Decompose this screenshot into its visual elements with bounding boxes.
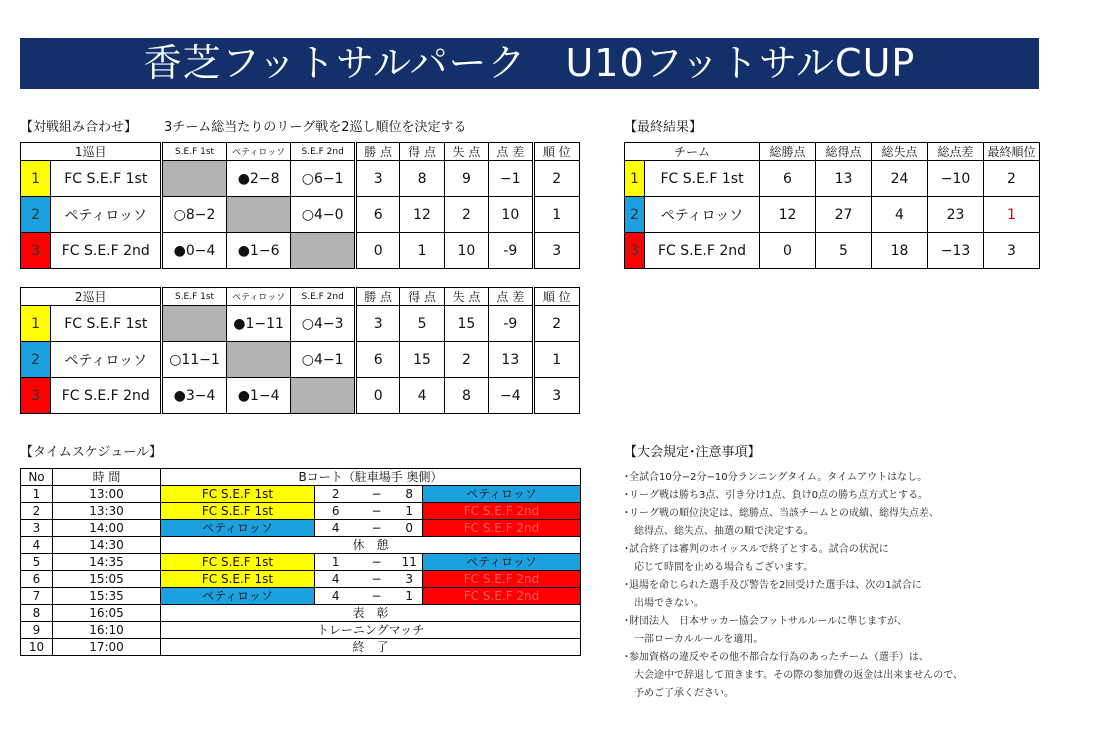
goals-for: 4 — [400, 378, 444, 414]
team-number: 3 — [21, 233, 51, 269]
table-row — [21, 605, 581, 622]
match-no: 7 — [21, 588, 53, 605]
match-result: ●1−11 — [226, 306, 291, 342]
total-goals-against: 18 — [872, 233, 928, 269]
match-time: 13:30 — [53, 503, 161, 520]
page-title: 香芝フットサルパーク U10フットサルCUP — [143, 41, 916, 85]
away-score: 1 — [397, 503, 423, 520]
goals-for: 5 — [400, 306, 444, 342]
rank: 1 — [533, 197, 579, 233]
goals-against: 9 — [444, 161, 488, 197]
team-name: ペティロッソ — [51, 197, 162, 233]
match-time: 16:10 — [53, 622, 161, 639]
home-score: 4 — [315, 520, 357, 537]
team-number: 3 — [625, 233, 645, 269]
round1-label: 1巡目 — [21, 143, 162, 161]
away-team: FC S.E.F 2nd — [423, 520, 581, 537]
schedule-event: 終 了 — [161, 639, 581, 656]
col-header-final-rank: 最終順位 — [984, 143, 1040, 161]
rule-line: ･試合終了は審判のホイッスルで終了とする。試合の状況に — [624, 544, 889, 555]
goals-against: 10 — [444, 233, 488, 269]
col-header-goals-for: 得 点 — [400, 143, 444, 161]
match-time: 15:05 — [53, 571, 161, 588]
goals-for: 1 — [400, 233, 444, 269]
col-header-goal-diff: 点 差 — [489, 143, 533, 161]
col-header-total-points: 総勝点 — [760, 143, 816, 161]
goal-diff: −1 — [489, 161, 533, 197]
col-header-total-goals-against: 総失点 — [872, 143, 928, 161]
goal-diff: −4 — [489, 378, 533, 414]
goals-against: 2 — [444, 197, 488, 233]
match-result: ○8−2 — [162, 197, 227, 233]
self-match-cell — [291, 233, 356, 269]
home-team: FC S.E.F 1st — [161, 571, 315, 588]
self-match-cell — [162, 161, 227, 197]
final-rank: 3 — [984, 233, 1040, 269]
col-header-sef1: S.E.F 1st — [162, 288, 227, 306]
table-row — [21, 486, 581, 503]
goal-diff: -9 — [489, 233, 533, 269]
rule-line: 一部ローカルルールを適用。 — [624, 634, 764, 645]
goals-against: 2 — [444, 342, 488, 378]
goals-for: 12 — [400, 197, 444, 233]
goals-against: 15 — [444, 306, 488, 342]
col-header-sef1: S.E.F 1st — [162, 143, 227, 161]
away-team: FC S.E.F 2nd — [423, 503, 581, 520]
team-number: 1 — [21, 306, 51, 342]
match-no: 9 — [21, 622, 53, 639]
home-score: 4 — [315, 571, 357, 588]
col-header-total-goal-diff: 総点差 — [928, 143, 984, 161]
table-row — [21, 639, 581, 656]
self-match-cell — [291, 378, 356, 414]
matchup-label: 【対戦組み合わせ】 — [20, 120, 138, 135]
table-row — [21, 233, 580, 269]
points: 3 — [355, 306, 399, 342]
col-header-rank: 順 位 — [533, 288, 579, 306]
table-row — [625, 161, 1040, 197]
score-dash: − — [357, 588, 397, 605]
team-number: 3 — [21, 378, 51, 414]
team-number: 2 — [625, 197, 645, 233]
match-result: ○4−1 — [291, 342, 356, 378]
table-row — [21, 378, 580, 414]
goal-diff: 13 — [489, 342, 533, 378]
rule-line: 大会途中で辞退して頂きます。その際の参加費の返金は出来ませんので、 — [624, 670, 963, 681]
away-score: 3 — [397, 571, 423, 588]
total-goal-diff: −13 — [928, 233, 984, 269]
score-dash: − — [357, 486, 397, 503]
team-name: FC S.E.F 1st — [51, 306, 162, 342]
rule-line: ･参加資格の違反やその他不都合な行為のあったチーム（選手）は、 — [624, 652, 929, 663]
table-row — [21, 161, 580, 197]
team-name: FC S.E.F 1st — [51, 161, 162, 197]
match-result: ●1−4 — [226, 378, 291, 414]
score-dash: − — [357, 520, 397, 537]
rules-label: 【大会規定･注意事項】 — [624, 445, 761, 460]
points: 0 — [355, 378, 399, 414]
points: 3 — [355, 161, 399, 197]
col-header-points: 勝 点 — [355, 288, 399, 306]
points: 0 — [355, 233, 399, 269]
home-team: ペティロッソ — [161, 588, 315, 605]
final-rank: 2 — [984, 161, 1040, 197]
away-score: 11 — [397, 554, 423, 571]
home-score: 2 — [315, 486, 357, 503]
home-score: 1 — [315, 554, 357, 571]
rank: 3 — [533, 378, 579, 414]
away-score: 0 — [397, 520, 423, 537]
col-header-time: 時 間 — [53, 469, 161, 486]
round2-table — [20, 287, 580, 414]
table-row — [21, 503, 581, 520]
total-goal-diff: 23 — [928, 197, 984, 233]
match-result: ○4−3 — [291, 306, 356, 342]
match-no: 5 — [21, 554, 53, 571]
col-header-court: Bコート（駐車場手 奥側） — [161, 469, 581, 486]
table-row — [21, 554, 581, 571]
team-name: ペティロッソ — [645, 197, 760, 233]
col-header-rank: 順 位 — [533, 143, 579, 161]
score-dash: − — [357, 503, 397, 520]
table-row — [21, 622, 581, 639]
match-no: 2 — [21, 503, 53, 520]
rule-line: ･リーグ戦は勝ち3点、引き分け1点、負け0点の勝ち点方式とする。 — [624, 490, 929, 501]
total-goals-against: 4 — [872, 197, 928, 233]
table-row — [21, 197, 580, 233]
table-row — [625, 197, 1040, 233]
schedule-header-row — [21, 469, 581, 486]
table-row — [21, 571, 581, 588]
col-header-petirosso: ペティロッソ — [226, 143, 291, 161]
schedule-event: トレーニングマッチ — [161, 622, 581, 639]
rule-line: ･リーグ戦の順位決定は、総勝点、当該チームとの成績、総得失点差、 — [624, 508, 939, 519]
rule-line: ･退場を命じられた選手及び警告を2回受けた選手は、次の1試合に — [624, 580, 922, 591]
rank: 3 — [533, 233, 579, 269]
match-result: ○11−1 — [162, 342, 227, 378]
team-name: ペティロッソ — [51, 342, 162, 378]
away-team: ペティロッソ — [423, 486, 581, 503]
rule-line: 出場できない。 — [624, 598, 704, 609]
match-no: 6 — [21, 571, 53, 588]
self-match-cell — [226, 197, 291, 233]
team-number: 1 — [21, 161, 51, 197]
match-result: ●1−6 — [226, 233, 291, 269]
goal-diff: 10 — [489, 197, 533, 233]
team-number: 2 — [21, 342, 51, 378]
col-header-goals-against: 失 点 — [444, 288, 488, 306]
rule-line: 応じて時間を止める場合もございます。 — [624, 562, 814, 573]
match-result: ○4−0 — [291, 197, 356, 233]
match-no: 10 — [21, 639, 53, 656]
total-goals-for: 27 — [816, 197, 872, 233]
col-header-sef2: S.E.F 2nd — [291, 288, 356, 306]
col-header-goal-diff: 点 差 — [489, 288, 533, 306]
home-score: 6 — [315, 503, 357, 520]
match-no: 1 — [21, 486, 53, 503]
goals-against: 8 — [444, 378, 488, 414]
final-header-row — [625, 143, 1040, 161]
col-header-points: 勝 点 — [355, 143, 399, 161]
match-time: 17:00 — [53, 639, 161, 656]
away-team: ペティロッソ — [423, 554, 581, 571]
match-no: 4 — [21, 537, 53, 554]
home-team: ペティロッソ — [161, 520, 315, 537]
match-time: 13:00 — [53, 486, 161, 503]
col-header-no: No — [21, 469, 53, 486]
match-result: ●0−4 — [162, 233, 227, 269]
round2-label: 2巡目 — [21, 288, 162, 306]
match-result: ●3−4 — [162, 378, 227, 414]
schedule-event: 表 彰 — [161, 605, 581, 622]
rules-list — [624, 469, 1064, 703]
table-row — [21, 342, 580, 378]
schedule-table — [20, 468, 581, 656]
goals-for: 15 — [400, 342, 444, 378]
match-result: ○6−1 — [291, 161, 356, 197]
final-results-table — [624, 142, 1040, 269]
away-team: FC S.E.F 2nd — [423, 571, 581, 588]
match-no: 3 — [21, 520, 53, 537]
match-time: 16:05 — [53, 605, 161, 622]
table-row — [21, 588, 581, 605]
total-points: 6 — [760, 161, 816, 197]
team-number: 2 — [21, 197, 51, 233]
match-no: 8 — [21, 605, 53, 622]
home-team: FC S.E.F 1st — [161, 503, 315, 520]
rank: 1 — [533, 342, 579, 378]
team-name: FC S.E.F 2nd — [645, 233, 760, 269]
round2-header-row — [21, 288, 580, 306]
rank: 2 — [533, 306, 579, 342]
self-match-cell — [226, 342, 291, 378]
team-name: FC S.E.F 2nd — [51, 378, 162, 414]
schedule-label: 【タイムスケジュール】 — [20, 445, 162, 460]
team-number: 1 — [625, 161, 645, 197]
goal-diff: -9 — [489, 306, 533, 342]
points: 6 — [355, 197, 399, 233]
rank: 2 — [533, 161, 579, 197]
page-title-banner — [20, 38, 1039, 89]
home-score: 4 — [315, 588, 357, 605]
table-row — [625, 233, 1040, 269]
col-header-goals-against: 失 点 — [444, 143, 488, 161]
table-row — [21, 537, 581, 554]
team-name: FC S.E.F 2nd — [51, 233, 162, 269]
rule-line: ･財団法人 日本サッカー協会フットサルルールに準じますが、 — [624, 616, 908, 627]
away-team: FC S.E.F 2nd — [423, 588, 581, 605]
total-points: 12 — [760, 197, 816, 233]
col-header-petirosso: ペティロッソ — [226, 288, 291, 306]
match-time: 14:35 — [53, 554, 161, 571]
final-rank: 1 — [984, 197, 1040, 233]
total-goals-for: 13 — [816, 161, 872, 197]
team-name: FC S.E.F 1st — [645, 161, 760, 197]
score-dash: − — [357, 554, 397, 571]
rule-line: 総得点、総失点、抽選の順で決定する。 — [624, 526, 814, 537]
col-header-total-goals-for: 総得点 — [816, 143, 872, 161]
score-dash: − — [357, 571, 397, 588]
col-header-goals-for: 得 点 — [400, 288, 444, 306]
away-score: 1 — [397, 588, 423, 605]
total-goals-for: 5 — [816, 233, 872, 269]
total-points: 0 — [760, 233, 816, 269]
total-goals-against: 24 — [872, 161, 928, 197]
rule-line: ･全試合10分−2分−10分ランニングタイム。タイムアウトはなし。 — [624, 472, 928, 483]
rule-line: 予めご了承ください。 — [624, 688, 734, 699]
matchup-description: 3チーム総当たりのリーグ戦を2巡し順位を決定する — [164, 120, 467, 135]
total-goal-diff: −10 — [928, 161, 984, 197]
home-team: FC S.E.F 1st — [161, 554, 315, 571]
away-score: 8 — [397, 486, 423, 503]
goals-for: 8 — [400, 161, 444, 197]
final-results-label: 【最終結果】 — [624, 120, 703, 135]
col-header-team: チーム — [625, 143, 760, 161]
match-result: ●2−8 — [226, 161, 291, 197]
round1-header-row — [21, 143, 580, 161]
match-time: 14:00 — [53, 520, 161, 537]
col-header-sef2: S.E.F 2nd — [291, 143, 356, 161]
table-row — [21, 306, 580, 342]
round1-table — [20, 142, 580, 269]
match-time: 14:30 — [53, 537, 161, 554]
match-time: 15:35 — [53, 588, 161, 605]
self-match-cell — [162, 306, 227, 342]
home-team: FC S.E.F 1st — [161, 486, 315, 503]
points: 6 — [355, 342, 399, 378]
table-row — [21, 520, 581, 537]
schedule-event: 休 憩 — [161, 537, 581, 554]
